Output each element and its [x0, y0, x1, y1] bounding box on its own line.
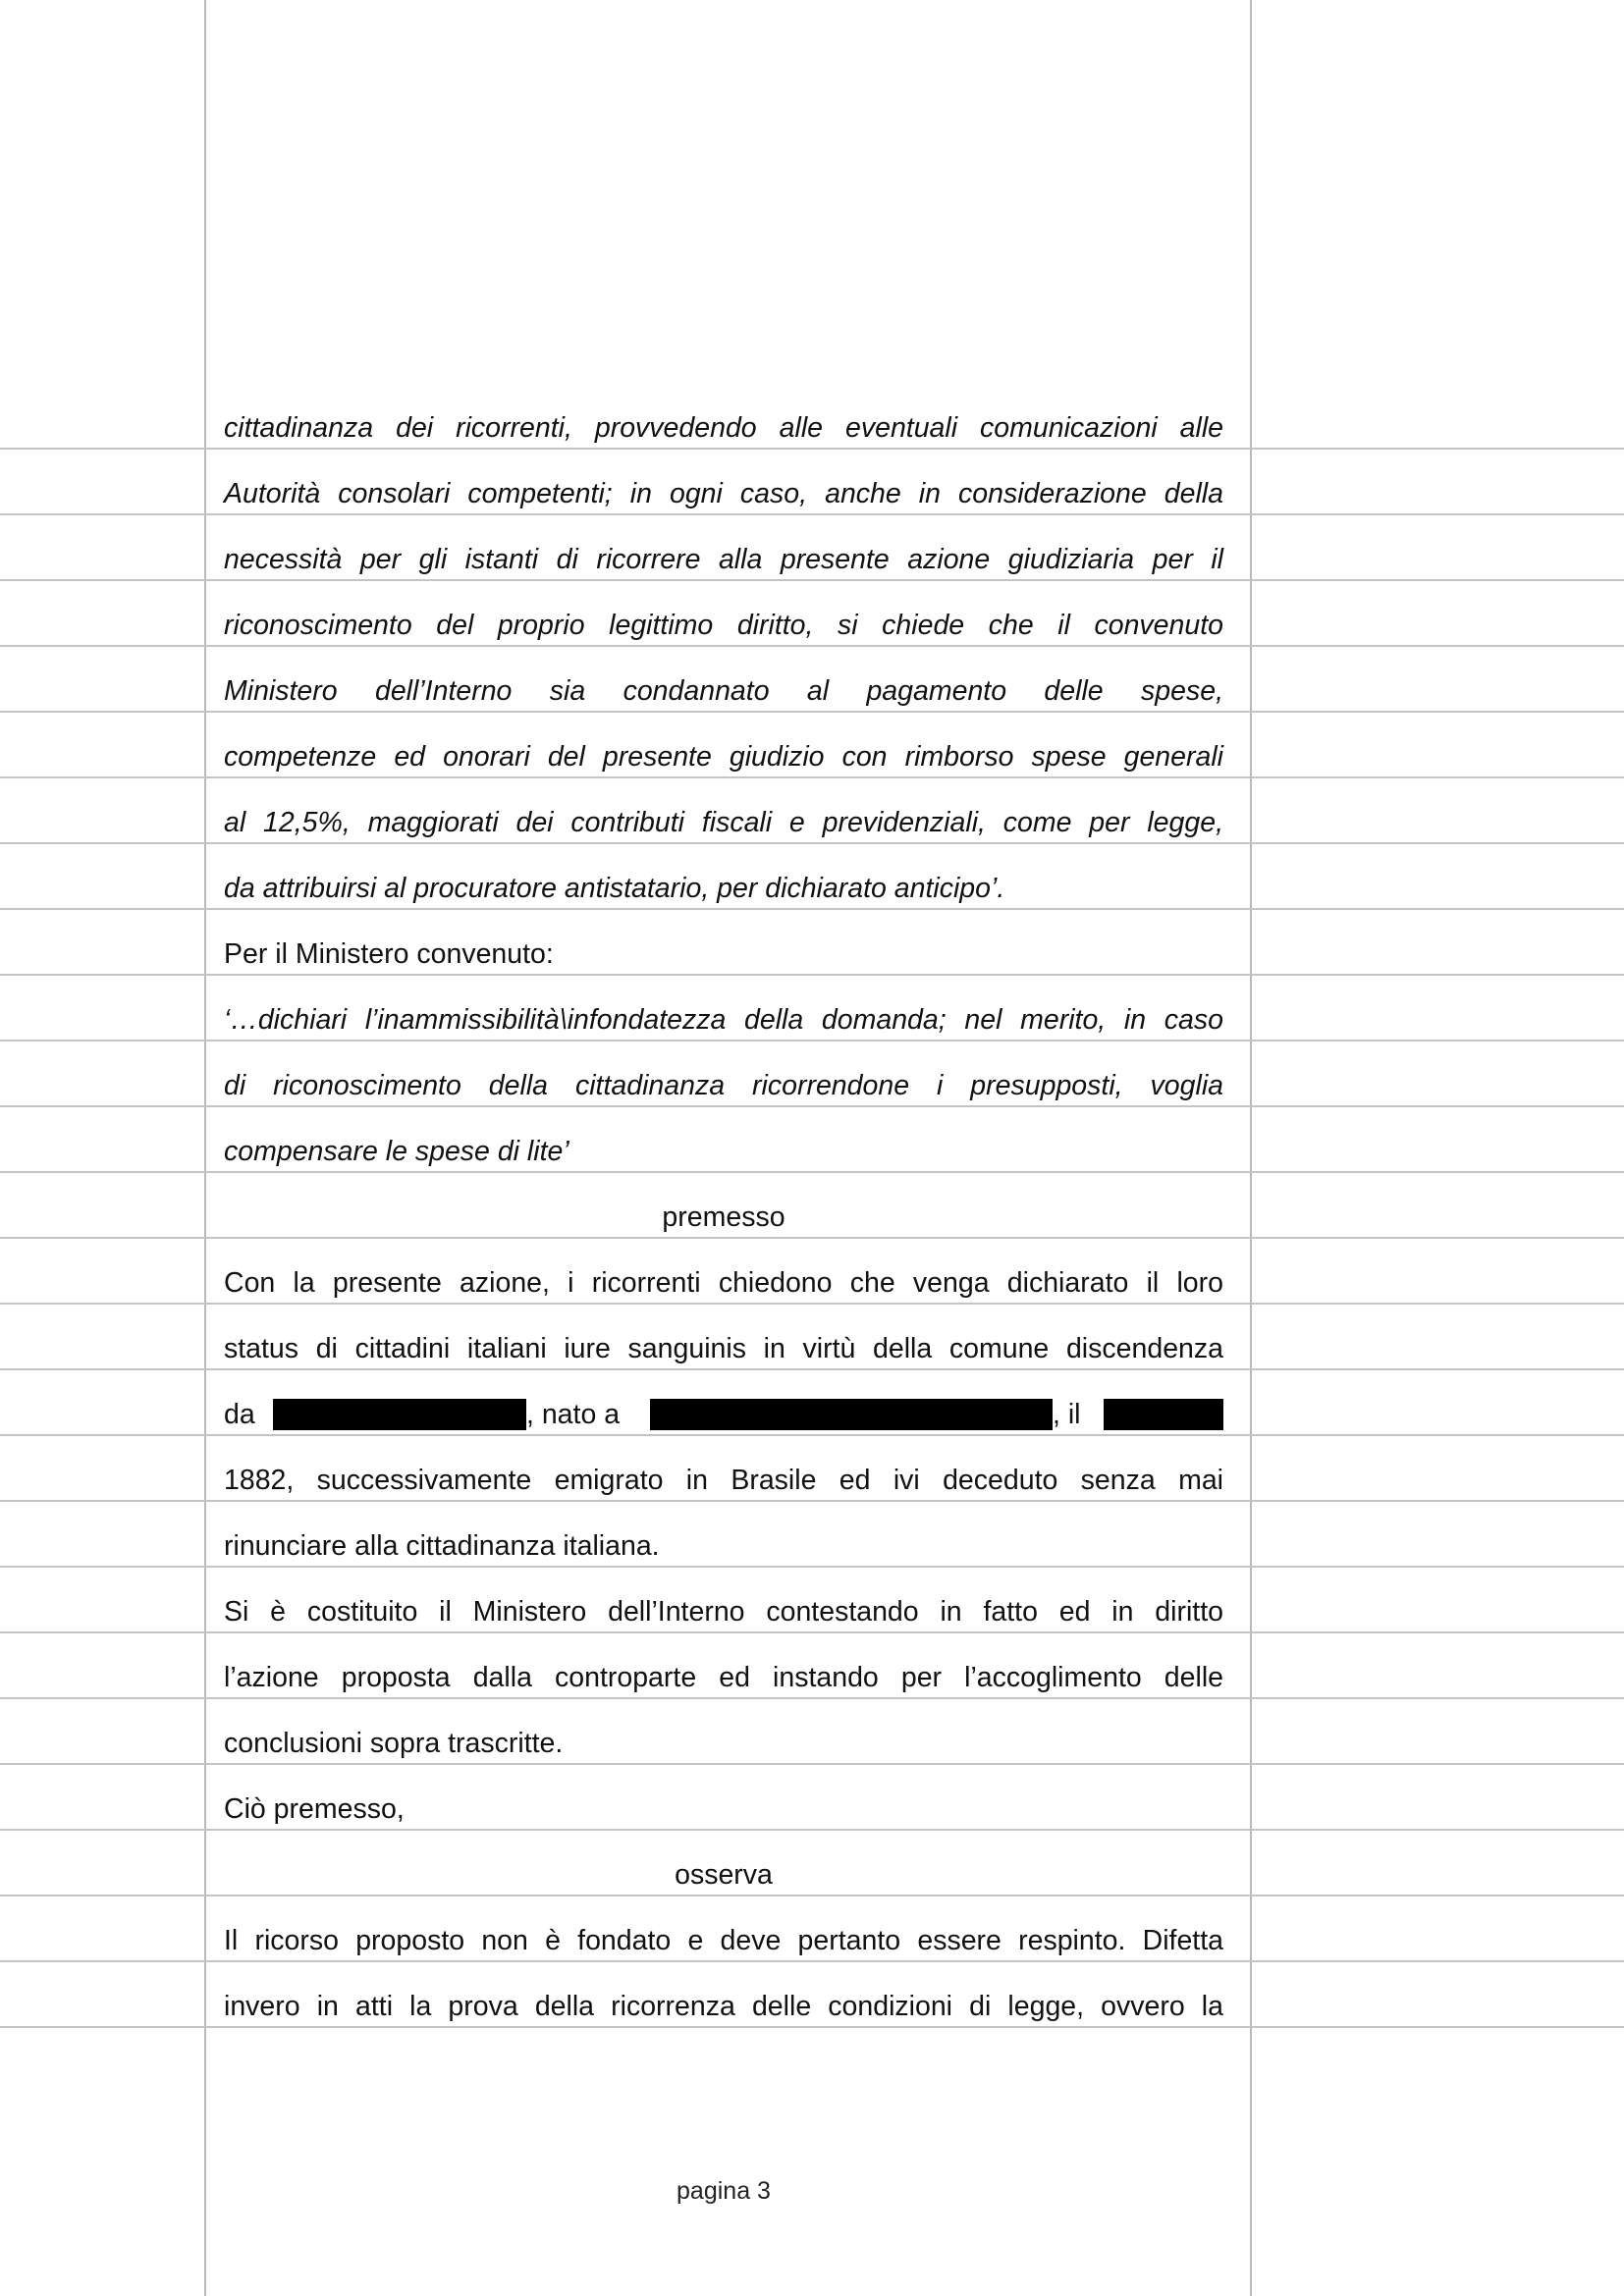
redaction-bar	[650, 1399, 1053, 1430]
body-line: Si è costituito il Ministero dell’Interno contestando in fatto ed in diritto	[224, 1596, 1223, 1628]
body-line: da attribuirsi al procuratore antistatario, per dichiarato anticipo’.	[224, 873, 1005, 904]
body-line: ‘…dichiari l’inammissibilità\infondatezza della domanda; nel merito, in caso	[224, 1004, 1223, 1036]
body-line: compensare le spese di lite’	[224, 1136, 569, 1167]
body-line: competenze ed onorari del presente giudizio con rimborso spese generali	[224, 741, 1223, 773]
body-line: invero in atti la prova della ricorrenza delle condizioni di legge, ovvero la	[224, 1991, 1223, 2022]
page-number: pagina 3	[677, 2177, 771, 2205]
right-margin-rule	[1250, 0, 1252, 2296]
body-line: cittadinanza dei ricorrenti, provvedendo alle eventuali comunicazioni alle	[224, 412, 1223, 444]
left-margin-rule	[204, 0, 206, 2296]
body-line: status di cittadini italiani iure sanguinis in virtù della comune discendenza	[224, 1333, 1223, 1364]
body-line: Ciò premesso,	[224, 1793, 405, 1825]
body-line: di riconoscimento della cittadinanza ricorrendone i presupposti, voglia	[224, 1070, 1223, 1101]
redaction-bar	[1104, 1399, 1223, 1430]
body-line: rinunciare alla cittadinanza italiana.	[224, 1530, 660, 1562]
body-line: Con la presente azione, i ricorrenti chiedono che venga dichiarato il loro	[224, 1267, 1223, 1299]
body-line: conclusioni sopra trascritte.	[224, 1728, 564, 1759]
section-heading-osserva: osserva	[675, 1859, 773, 1891]
body-segment: , il	[1053, 1399, 1081, 1430]
section-heading-premesso: premesso	[662, 1201, 785, 1233]
body-line: Per il Ministero convenuto:	[224, 938, 554, 970]
body-line: Autorità consolari competenti; in ogni caso, anche in considerazione della	[224, 478, 1223, 509]
body-line: necessità per gli istanti di ricorrere alla presente azione giudiziaria per il	[224, 544, 1223, 575]
body-line: Il ricorso proposto non è fondato e deve pertanto essere respinto. Difetta	[224, 1925, 1223, 1956]
body-line: Ministero dell’Interno sia condannato al pagamento delle spese,	[224, 675, 1223, 707]
body-line: l’azione proposta dalla controparte ed instando per l’accoglimento delle	[224, 1662, 1223, 1693]
body-segment: , nato a	[526, 1399, 621, 1430]
body-line: 1882, successivamente emigrato in Brasile ed ivi deceduto senza mai	[224, 1465, 1223, 1496]
body-segment: da	[224, 1399, 255, 1430]
body-line: al 12,5%, maggiorati dei contributi fiscali e previdenziali, come per legge,	[224, 807, 1223, 838]
redaction-bar	[273, 1399, 526, 1430]
body-line: riconoscimento del proprio legittimo diritto, si chiede che il convenuto	[224, 610, 1223, 641]
body-line-redacted	[224, 1390, 1223, 1439]
